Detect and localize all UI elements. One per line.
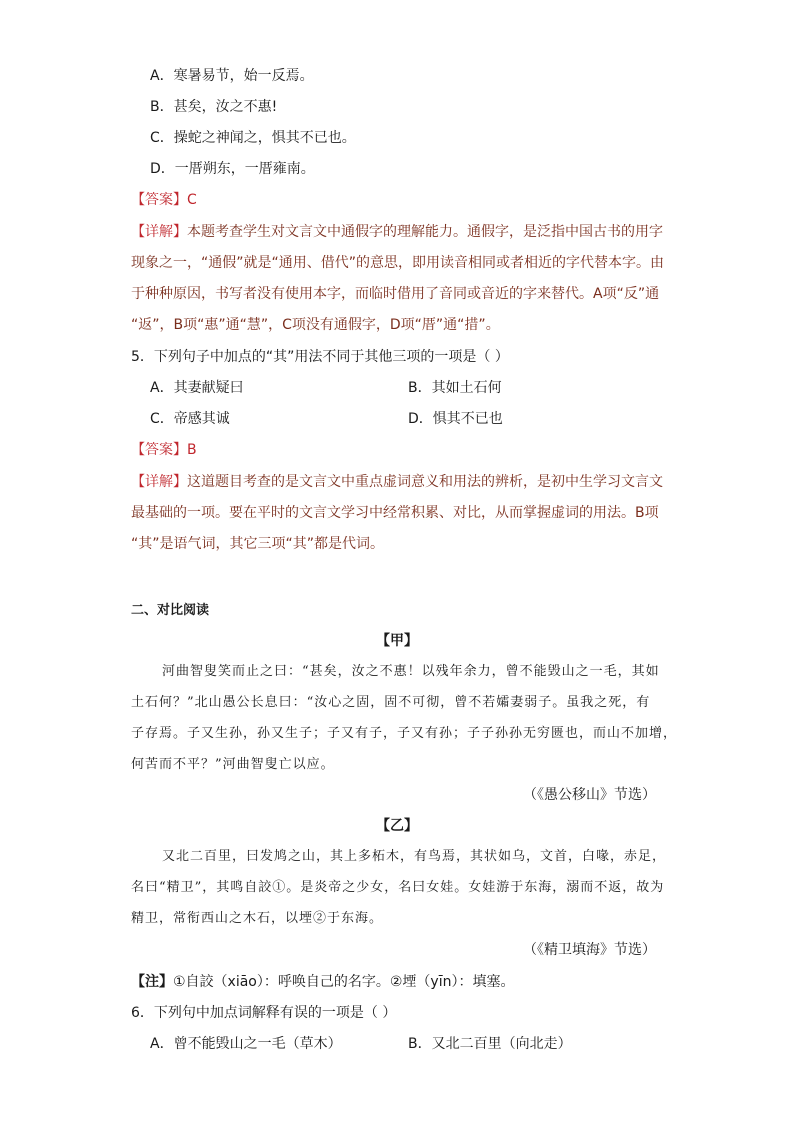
passage-jia-title: 【甲】 <box>376 633 418 649</box>
q4-option-d: D．一厝朔东，一厝雍南。 <box>150 161 315 177</box>
detail-text: 本题考查学生对文言文中通假字的理解能力。通假字，是泛指中国古书的用字 <box>187 224 663 240</box>
detail-label: 【详解】 <box>131 224 187 240</box>
passage-jia-source: （《愚公移山》节选） <box>523 787 656 803</box>
passage-jia-line-1: 河曲智叟笑而止之曰：“甚矣，汝之不惠！以残年余力，曾不能毁山之一毛，其如 <box>162 664 660 679</box>
q6-option-a: A．曾不能毁山之一毛（草木） <box>150 1036 342 1052</box>
q5-detail-line-2: 最基础的一项。要在平时的文言文学习中经常积累、对比，从而掌握虚词的用法。B项 <box>131 505 659 521</box>
q4-detail-line-1 <box>131 222 663 242</box>
detail-text: 这道题目考查的是文言文中重点虚词意义和用法的辨析，是初中生学习文言文 <box>187 474 663 490</box>
annotation-note <box>131 972 514 992</box>
q5-detail-line-1 <box>131 472 663 492</box>
q4-option-b: B．甚矣，汝之不惠! <box>150 99 278 115</box>
passage-yi-title: 【乙】 <box>376 818 418 834</box>
detail-label: 【详解】 <box>131 474 187 490</box>
passage-yi-line-2: 名曰“精卫”，其鸣自詨①。是炎帝之少女，名曰女娃。女娃游于东海，溺而不返，故为 <box>131 880 665 895</box>
q6-stem: 6．下列句中加点词解释有误的一项是（ ） <box>131 1005 397 1021</box>
note-label: 【注】 <box>131 974 173 990</box>
passage-jia-line-4: 何苦而不平？”河曲智叟亡以应。 <box>131 757 335 772</box>
passage-jia-line-3: 子存焉。子又生孙，孙又生子；子又有子，子又有孙；子子孙孙无穷匮也，而山不加增， <box>131 726 678 741</box>
answer-value: C <box>187 192 197 208</box>
q5-option-b: B．其如土石何 <box>408 380 502 396</box>
q4-detail-line-4: “返”，B项“惠”通“慧”，C项没有通假字，D项“厝”通“措”。 <box>131 317 500 333</box>
section-heading: 二、对比阅读 <box>131 603 210 618</box>
q5-option-a: A．其妻献疑曰 <box>150 380 244 396</box>
q5-detail-line-3: “其”是语气词，其它三项“其”都是代词。 <box>131 536 385 552</box>
passage-yi-line-1: 又北二百里，曰发鸠之山，其上多柘木，有鸟焉，其状如乌，文首，白喙，赤足， <box>162 849 667 864</box>
answer-value: B <box>187 442 197 458</box>
q4-detail-line-3: 于种种原因，书写者没有使用本字，而临时借用了音同或音近的字来替代。A项“反”通 <box>131 286 660 302</box>
passage-jia-line-2: 土石何？”北山愚公长息曰：“汝心之固，固不可彻，曾不若孀妻弱子。虽我之死，有 <box>131 695 651 710</box>
q4-detail-line-2: 现象之一，“通假”就是“通用、借代”的意思，即用读音相同或者相近的字代替本字。由 <box>131 255 665 271</box>
q4-option-c: C．操蛇之神闻之，惧其不已也。 <box>150 130 356 146</box>
answer-label: 【答案】 <box>131 192 187 208</box>
passage-yi-source: （《精卫填海》节选） <box>523 942 656 958</box>
note-text: ①自詨（xiāo）：呼唤自己的名字。②堙（yīn）：填塞。 <box>173 974 515 990</box>
q4-answer <box>131 190 197 210</box>
q5-answer <box>131 440 197 460</box>
passage-yi-line-3: 精卫，常衔西山之木石，以堙②于东海。 <box>131 911 384 926</box>
q4-option-a: A．寒暑易节，始一反焉。 <box>150 68 314 84</box>
q5-option-d: D．惧其不已也 <box>408 411 503 427</box>
q5-option-c: C．帝感其诚 <box>150 411 230 427</box>
q5-stem: 5．下列句子中加点的“其”用法不同于其他三项的一项是（ ） <box>131 349 509 365</box>
answer-label: 【答案】 <box>131 442 187 458</box>
q6-option-b: B．又北二百里（向北走） <box>408 1036 572 1052</box>
